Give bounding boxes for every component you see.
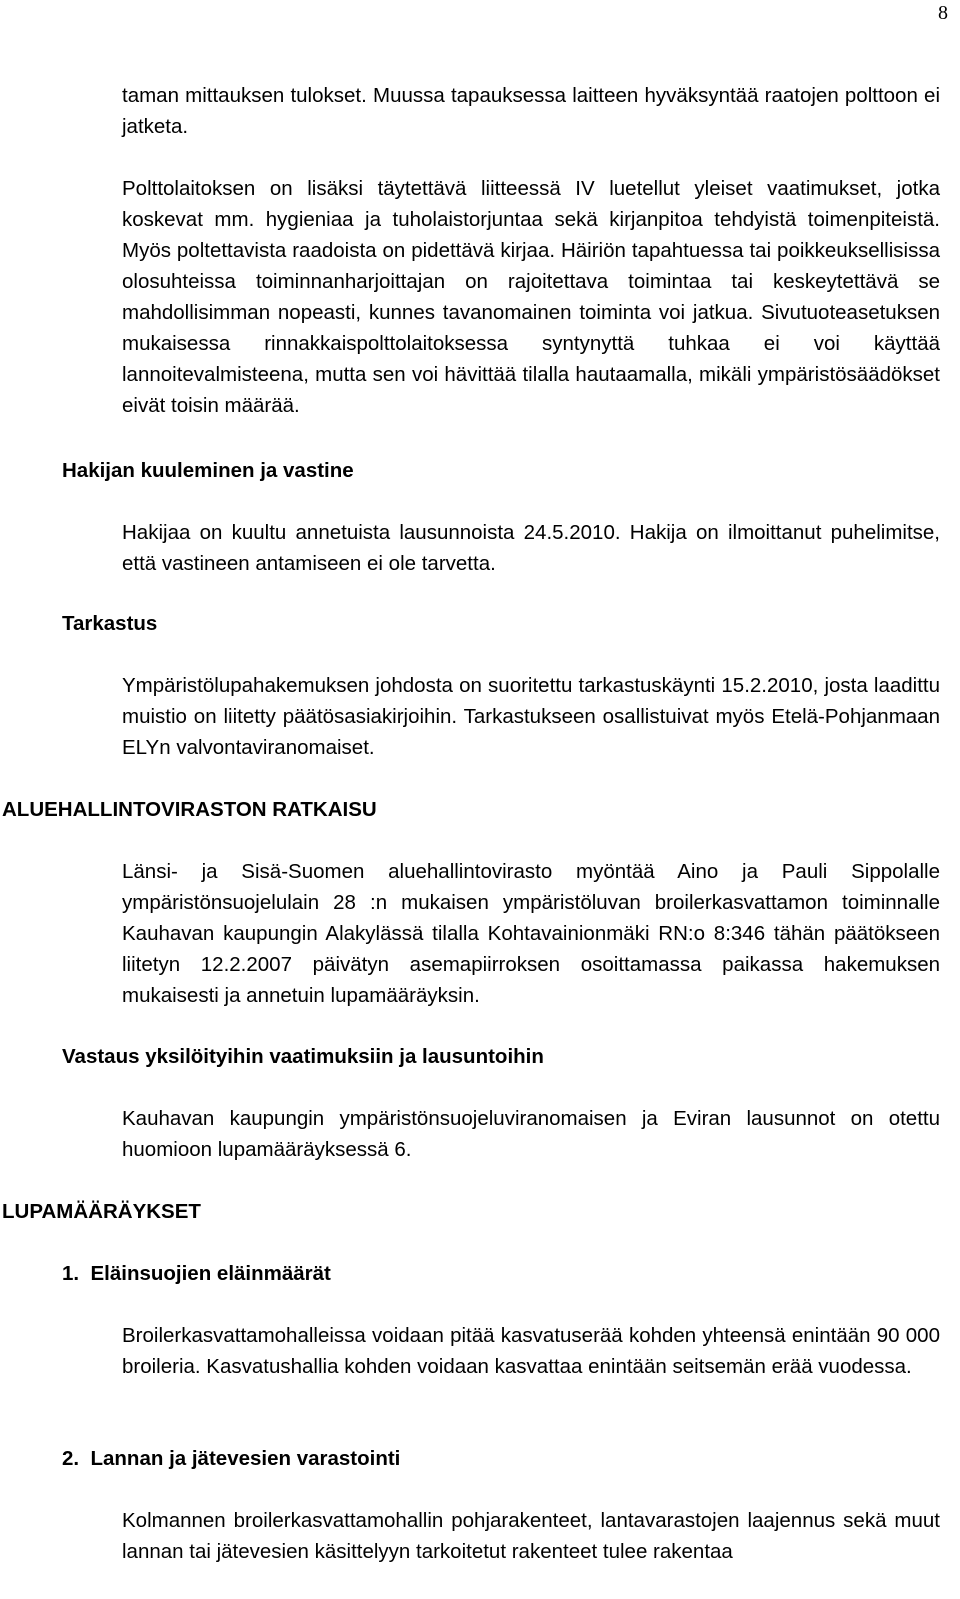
- ratkaisu-heading: ALUEHALLINTOVIRASTON RATKAISU: [2, 798, 377, 821]
- hakijan-text: Hakijaa on kuultu annetuista lausunnoista 24.5.2010. Hakija on ilmoittanut puhelimitse, että vastineen antamiseen ei ole tarvetta.: [122, 521, 940, 575]
- tarkastus-heading: Tarkastus: [62, 612, 158, 635]
- vastaus-heading: Vastaus yksilöityihin vaatimuksiin ja lausuntoihin: [62, 1045, 544, 1068]
- intro-paragraph-1: taman mittauksen tulokset. Muussa tapauksessa laitteen hyväksyntää raatojen polttoon ei jatketa.: [122, 84, 940, 138]
- vastaus-text: Kauhavan kaupungin ympäristönsuojeluviranomaisen ja Eviran lausunnot on otettu huomioon lupamääräyksessä 6.: [122, 1107, 940, 1161]
- item-2-heading: 2. Lannan ja jätevesien varastointi: [62, 1447, 401, 1470]
- item-1-heading: 1. Eläinsuojien eläinmäärät: [62, 1262, 331, 1285]
- tarkastus-text: Ympäristölupahakemuksen johdosta on suoritettu tarkastuskäynti 15.2.2010, josta laadittu muistio on liitetty päätösasiakirjoihin. Tarkastukseen osallistuivat myös Etelä-Pohjanmaan ELYn valvontaviranomaiset.: [122, 674, 940, 759]
- hakijan-heading: Hakijan kuuleminen ja vastine: [62, 459, 354, 482]
- item-1-text: Broilerkasvattamohalleissa voidaan pitää kasvatuserää kohden yhteensä enintään 90 000 broileria. Kasvatushallia kohden voidaan kasvattaa enintään seitsemän erää vuodessa.: [122, 1324, 940, 1378]
- page-number: 8: [938, 2, 948, 24]
- item-2-text: Kolmannen broilerkasvattamohallin pohjarakenteet, lantavarastojen laajennus sekä muut lannan tai jätevesien käsittelyyn tarkoitetut rakenteet tulee rakentaa: [122, 1509, 940, 1563]
- lupamaaraykset-heading: LUPAMÄÄRÄYKSET: [2, 1200, 201, 1223]
- ratkaisu-text: Länsi- ja Sisä-Suomen aluehallintovirasto myöntää Aino ja Pauli Sippolalle ympäristönsuojelulain 28 :n mukaisen ympäristöluvan broilerkasvattamon toiminnalle Kauhavan kaupungin Alakylässä tilalla Kohtavainionmäki RN:o 8:346 tähän päätökseen liitetyn 12.2.2007 päivätyn asemapiirroksen osoittamassa paikassa hakemuksen mukaisesti ja annetuin lupamääräyksin.: [122, 860, 940, 1007]
- intro-paragraph-2: Polttolaitoksen on lisäksi täytettävä liitteessä IV luetellut yleiset vaatimukset, jotka koskevat mm. hygieniaa ja tuholaistorjuntaa sekä kirjanpitoa tehdyistä toimenpiteistä. Myös poltettavista raadoista on pidettävä kirjaa. Häiriön tapahtuessa tai poikkeuksellisissa olosuhteissa toiminnanharjoittajan on rajoitettava toimintaa tai keskeytettävä se mahdollisimman nopeasti, kunnes tavanomainen toiminta voi jatkua. Sivutuoteasetuksen mukaisessa rinnakkaispolttolaitoksessa syntynyttä tuhkaa ei voi käyttää lannoitevalmisteena, mutta sen voi hävittää tilalla hautaamalla, mikäli ympäristösäädökset eivät toisin määrää.: [122, 177, 940, 417]
